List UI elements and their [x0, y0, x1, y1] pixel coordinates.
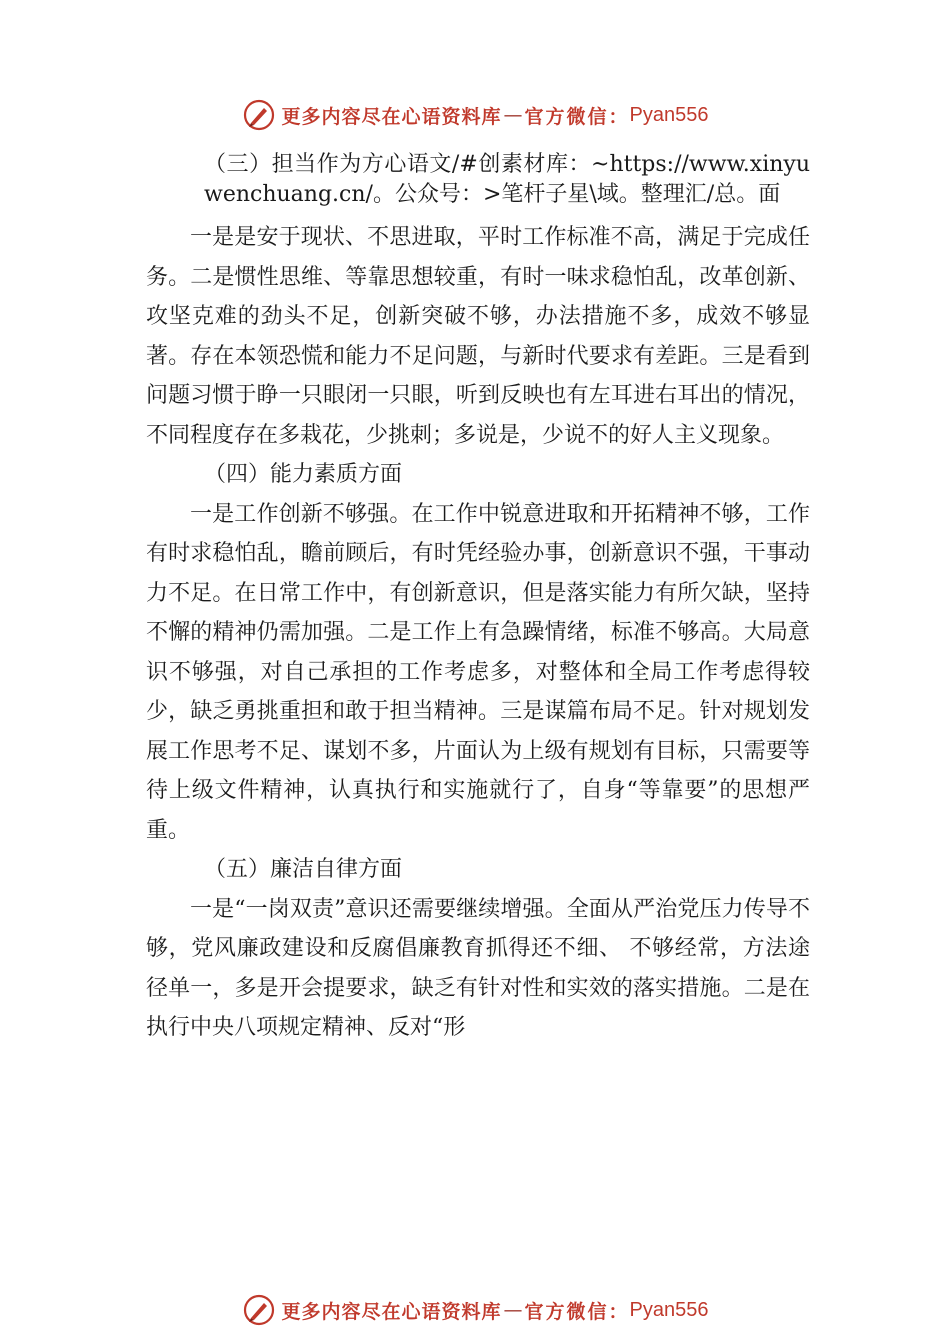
header-separator: — — [503, 104, 523, 126]
document-body — [146, 150, 810, 1048]
section-5-heading: （五）廉洁自律方面 — [204, 857, 403, 882]
section-4-paragraph: 一是工作创新不够强。在工作中锐意进取和开拓精神不够，工作有时求稳怕乱，瞻前顾后，有时凭经验办事，创新意识不强，干事动力不足。在日常工作中，有创新意识，但是落实能力有所欠缺，坚持不懈的精神仍需加强。二是工作上有急躁情绪，标准不够高。大局意识不够强，对自己承担的工作考虑多，对整体和全局工作考虑得较少，缺乏勇挑重担和敢于担当精神。三是谋篇布局不足。针对规划发展工作思考不足、谋划不多，片面认为上级有规划有目标，只需要等待上级文件精神，认真执行和实施就行了，自身“等靠要”的思想严重。 — [146, 501, 810, 843]
header-wechat-id: Pyan556 — [629, 103, 709, 126]
section-4-heading: （四）能力素质方面 — [204, 462, 403, 487]
pen-logo-icon — [242, 98, 276, 132]
section-3-heading: （三）担当作为方心语文/#创素材库：~https://www.xinyuwenchuang.cn/。公众号：>笔杆子星\域。整理汇/总。面 — [204, 152, 810, 207]
footer-brand-text: 更多内容尽在心语资料库 — [281, 1300, 502, 1323]
section-3-paragraph: 一是是安于现状、不思进取，平时工作标准不高，满足于完成任务。二是惯性思维、等靠思想较重，有时一味求稳怕乱，改革创新、攻坚克难的劲头不足，创新突破不够，办法措施不多，成效不够显著。存在本领恐慌和能力不足问题，与新时代要求有差距。三是看到问题习惯于睁一只眼闭一只眼，听到反映也有左耳进右耳出的情况，不同程度存在多栽花，少挑刺；多说是，少说不的好人主义现象。 — [146, 225, 810, 448]
footer-official-label: 官方微信： — [524, 1300, 630, 1323]
header-official-label: 官方微信： — [524, 105, 630, 128]
section-5-paragraph: 一是“一岗双责”意识还需要继续增强。全面从严治党压力传导不够，党风廉政建设和反腐倡廉教育抓得还不细、 不够经常，方法途径单一，多是开会提要求，缺乏有针对性和实效的落实措施。二是在执行中央八项规定精神、反对“形 — [146, 896, 810, 1040]
footer-wechat-id: Pyan556 — [629, 1298, 709, 1321]
footer-banner — [0, 1290, 950, 1330]
header-banner — [0, 95, 950, 135]
header-brand-text: 更多内容尽在心语资料库 — [281, 105, 502, 128]
pen-logo-icon — [242, 1293, 276, 1327]
footer-separator: — — [503, 1299, 523, 1321]
